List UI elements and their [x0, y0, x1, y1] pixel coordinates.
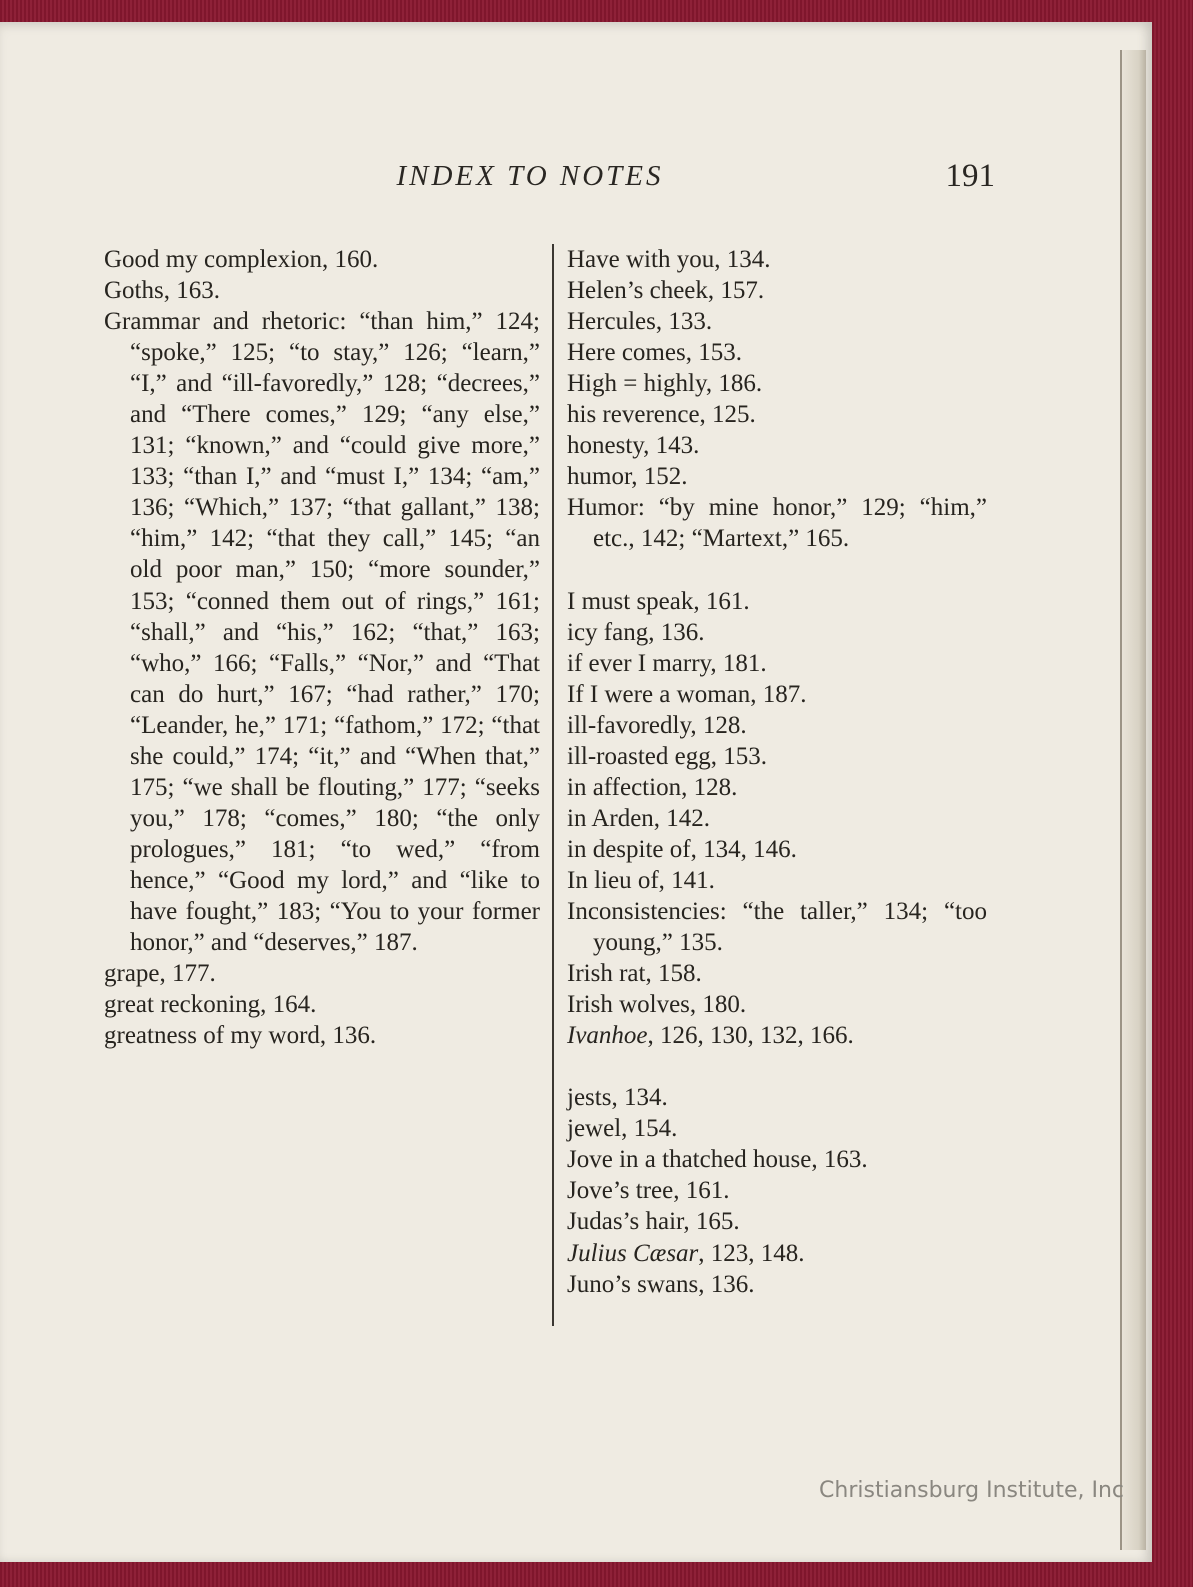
index-entry: Jove’s tree, 161.	[567, 1177, 730, 1205]
index-entry: If I were a woman, 187.	[567, 680, 807, 708]
index-entry: Judas’s hair, 165.	[567, 1208, 740, 1236]
index-entry: ill-roasted egg, 153.	[567, 742, 767, 770]
column-divider	[552, 244, 554, 1326]
index-entry-grammar: Grammar and rhetoric: “than him,” 124; “spoke,” 125; “to stay,” 126; “learn,” “I,” and “ill-favoredly,” 128; “decrees,” and “There comes,” 129; “any else,” 131; “known,” and “could give more,” 133; “than I,” and “must I,” 134; “am,” 136; “Which,” 137; “that gallant,” 138; “him,” 142; “that they call,” 145; “an old poor man,” 150; “more sounder,” 153; “conned them out of rings,” 161; “shall,” and “his,” 162; “that,” 163; “who,” 166; “Falls,” “Nor,” and “That can do hurt,” 167; “had rather,” 170; “Leander, he,” 171; “fathom,” 172; “that she could,” 174; “it,” and “When that,” 175; “we shall be flouting,” 177; “seeks you,” 178; “comes,” 180; “the only prologues,” 181; “to wed,” “from hence,” “Good my lord,” and “like to have fought,” 183; “You to your former honor,” and “deserves,” 187.	[104, 308, 540, 957]
index-column-right	[567, 244, 987, 1300]
index-entry: honesty, 143.	[567, 432, 700, 460]
index-entry: Jove in a thatched house, 163.	[567, 1146, 868, 1174]
index-entry: Irish rat, 158.	[567, 960, 702, 988]
index-entry: Juno’s swans, 136.	[567, 1270, 755, 1298]
index-entry-julius-caesar	[567, 1238, 987, 1269]
index-entry: icy fang, 136.	[567, 618, 705, 646]
index-entry: jewel, 154.	[567, 1115, 678, 1143]
index-entry: Goths, 163.	[104, 277, 220, 305]
book-title: Julius Cæsar	[567, 1239, 699, 1267]
index-entry-ivanhoe	[567, 1020, 987, 1051]
index-entry: Here comes, 153.	[567, 339, 742, 367]
index-entry: great reckoning, 164.	[104, 991, 317, 1019]
index-entry: grape, 177.	[104, 960, 216, 988]
section-gap	[567, 554, 987, 585]
index-entry: his reverence, 125.	[567, 401, 756, 429]
index-entry: ill-favoredly, 128.	[567, 711, 747, 739]
page-number: 191	[945, 158, 995, 194]
section-gap	[567, 1051, 987, 1082]
index-entry: Helen’s cheek, 157.	[567, 277, 765, 305]
index-entry: Irish wolves, 180.	[567, 991, 747, 1019]
watermark: Christiansburg Institute, Inc	[819, 1478, 1124, 1503]
index-entry: jests, 134.	[567, 1084, 668, 1112]
index-entry: Hercules, 133.	[567, 308, 713, 336]
index-entry: In lieu of, 141.	[567, 866, 715, 894]
index-entry: if ever I marry, 181.	[567, 649, 767, 677]
index-entry-inconsistencies: Inconsistencies: “the taller,” 134; “too young,” 135.	[567, 897, 987, 957]
page-edge	[1120, 50, 1146, 1550]
index-entry: in affection, 128.	[567, 773, 738, 801]
page-refs: , 126, 130, 132, 166.	[647, 1022, 854, 1050]
index-entry: in despite of, 134, 146.	[567, 835, 797, 863]
index-entry: Have with you, 134.	[567, 246, 771, 273]
index-entry: in Arden, 142.	[567, 804, 711, 832]
index-column-left	[104, 244, 540, 1051]
index-entry-humor: Humor: “by mine honor,” 129; “him,” etc., 142; “Martext,” 165.	[567, 494, 987, 553]
index-entry: High = highly, 186.	[567, 370, 763, 398]
index-entry: greatness of my word, 136.	[104, 1022, 377, 1050]
book-title: Ivanhoe	[567, 1022, 648, 1050]
index-entry: I must speak, 161.	[567, 587, 750, 615]
page-refs: , 123, 148.	[698, 1239, 805, 1267]
index-entry: Good my complexion, 160.	[104, 246, 379, 273]
running-header-title: INDEX TO NOTES	[396, 160, 664, 192]
index-entry: humor, 152.	[567, 463, 688, 491]
